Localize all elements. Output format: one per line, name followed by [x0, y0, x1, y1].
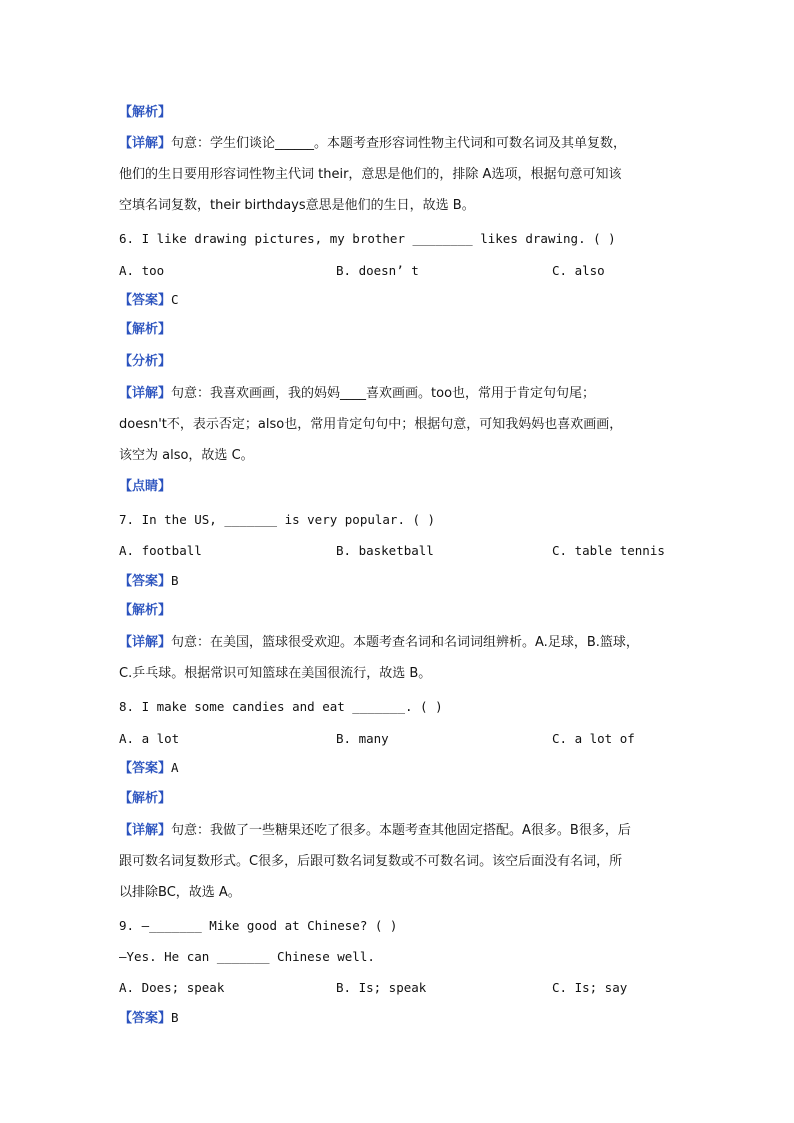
- option-c: C. also: [552, 263, 605, 278]
- detail-paragraph-line: C.乒乓球。根据常识可知篮球在美国很流行，故选 B。: [119, 666, 432, 681]
- answer-line: [119, 1008, 179, 1029]
- answer-value: B: [171, 1010, 179, 1025]
- detail-paragraph-line: 该空为 also，故选 C。: [119, 448, 254, 463]
- option-a: A. Does; speak: [119, 980, 225, 995]
- analysis-heading: 【解析】: [119, 791, 172, 806]
- question-stem: 9. —_______ Mike good at Chinese? ( ): [119, 918, 398, 933]
- detail-text: 句意：学生们谈论______。本题考查形容词性物主代词和可数名词及其单复数，: [171, 136, 627, 151]
- analysis-heading: 【解析】: [119, 322, 172, 337]
- detail-paragraph-line: [119, 633, 639, 653]
- detail-paragraph-line: 空填名词复数，their birthdays意思是他们的生日，故选 B。: [119, 198, 475, 213]
- detail-paragraph-line: 以排除BC，故选 A。: [119, 885, 241, 900]
- detail-heading: 【详解】: [119, 823, 172, 838]
- detail-text: 句意：我做了一些糖果还吃了很多。本题考查其他固定搭配。A很多。B很多，后: [171, 823, 631, 838]
- analysis-heading: 【解析】: [119, 105, 172, 120]
- fenxi-heading: 【分析】: [119, 354, 172, 369]
- detail-paragraph-line: [119, 384, 595, 404]
- answer-heading: 【答案】: [119, 293, 172, 308]
- analysis-heading: 【解析】: [119, 603, 172, 618]
- answer-heading: 【答案】: [119, 1011, 172, 1026]
- answer-heading: 【答案】: [119, 574, 172, 589]
- answer-value: A: [171, 760, 179, 775]
- answer-line: [119, 571, 179, 592]
- option-b: B. Is; speak: [336, 980, 427, 995]
- answer-value: C: [171, 292, 179, 307]
- question-stem: 8. I make some candies and eat _______. ( ): [119, 699, 443, 714]
- detail-paragraph-line: [119, 821, 631, 841]
- dianjing-heading: 【点睛】: [119, 479, 172, 494]
- detail-paragraph-line: [119, 134, 626, 154]
- option-a: A. too: [119, 263, 165, 278]
- option-c: C. Is; say: [552, 980, 628, 995]
- answer-value: B: [171, 573, 179, 588]
- detail-paragraph-line: doesn't不，表示否定；also也，常用肯定句句中；根据句意，可知我妈妈也喜欢画画，: [119, 417, 623, 432]
- option-a: A. a lot: [119, 731, 180, 746]
- detail-paragraph-line: 跟可数名词复数形式。C很多，后跟可数名词复数或不可数名词。该空后面没有名词，所: [119, 854, 623, 869]
- detail-text: 句意：我喜欢画画，我的妈妈____喜欢画画。too也，常用于肯定句句尾；: [171, 386, 596, 401]
- detail-heading: 【详解】: [119, 136, 172, 151]
- detail-heading: 【详解】: [119, 635, 172, 650]
- question-stem: 6. I like drawing pictures, my brother ________ likes drawing. ( ): [119, 231, 616, 246]
- option-a: A. football: [119, 543, 202, 558]
- detail-text: 句意：在美国，篮球很受欢迎。本题考查名词和名词词组辨析。A.足球，B.篮球，: [171, 635, 639, 650]
- answer-heading: 【答案】: [119, 761, 172, 776]
- answer-line: [119, 290, 179, 311]
- answer-line: [119, 758, 179, 779]
- option-b: B. basketball: [336, 543, 434, 558]
- question-stem-reply: —Yes. He can _______ Chinese well.: [119, 949, 375, 964]
- option-b: B. many: [336, 731, 389, 746]
- option-c: C. table tennis: [552, 543, 665, 558]
- option-b: B. doesn’ t: [336, 263, 419, 278]
- detail-paragraph-line: 他们的生日要用形容词性物主代词 their，意思是他们的，排除 A选项，根据句意可知该: [119, 167, 622, 182]
- detail-heading: 【详解】: [119, 386, 172, 401]
- option-c: C. a lot of: [552, 731, 635, 746]
- question-stem: 7. In the US, _______ is very popular. ( ): [119, 512, 436, 527]
